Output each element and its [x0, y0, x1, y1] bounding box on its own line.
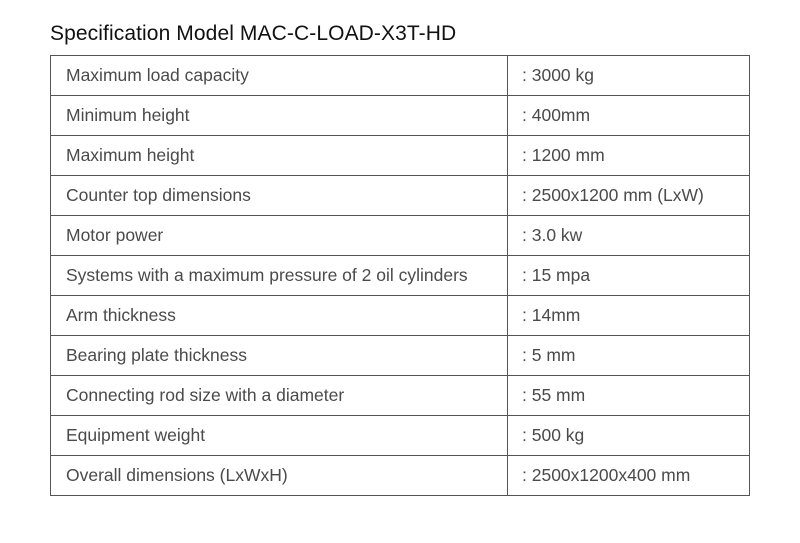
spec-name: Motor power — [51, 216, 508, 256]
table-row — [51, 416, 750, 456]
table-row — [51, 296, 750, 336]
spec-value: : 500 kg — [508, 416, 750, 456]
spec-name: Minimum height — [51, 96, 508, 136]
spec-name: Maximum height — [51, 136, 508, 176]
table-row — [51, 376, 750, 416]
spec-value: : 1200 mm — [508, 136, 750, 176]
spec-name: Arm thickness — [51, 296, 508, 336]
spec-name: Connecting rod size with a diameter — [51, 376, 508, 416]
spec-value: : 400mm — [508, 96, 750, 136]
spec-name: Bearing plate thickness — [51, 336, 508, 376]
spec-name: Overall dimensions (LxWxH) — [51, 456, 508, 496]
spec-name: Systems with a maximum pressure of 2 oil cylinders — [51, 256, 508, 296]
spec-value: : 3.0 kw — [508, 216, 750, 256]
spec-value: : 2500x1200x400 mm — [508, 456, 750, 496]
spec-value: : 55 mm — [508, 376, 750, 416]
specification-table — [50, 55, 750, 496]
table-row — [51, 96, 750, 136]
spec-value: : 14mm — [508, 296, 750, 336]
spec-value: : 3000 kg — [508, 56, 750, 96]
table-row — [51, 256, 750, 296]
spec-value: : 5 mm — [508, 336, 750, 376]
table-row — [51, 456, 750, 496]
spec-name: Equipment weight — [51, 416, 508, 456]
spec-name: Counter top dimensions — [51, 176, 508, 216]
spec-value: : 2500x1200 mm (LxW) — [508, 176, 750, 216]
table-row — [51, 336, 750, 376]
page-title: Specification Model MAC-C-LOAD-X3T-HD — [50, 22, 457, 45]
spec-value: : 15 mpa — [508, 256, 750, 296]
spec-name: Maximum load capacity — [51, 56, 508, 96]
table-row — [51, 56, 750, 96]
table-row — [51, 216, 750, 256]
table-row — [51, 176, 750, 216]
table-row — [51, 136, 750, 176]
